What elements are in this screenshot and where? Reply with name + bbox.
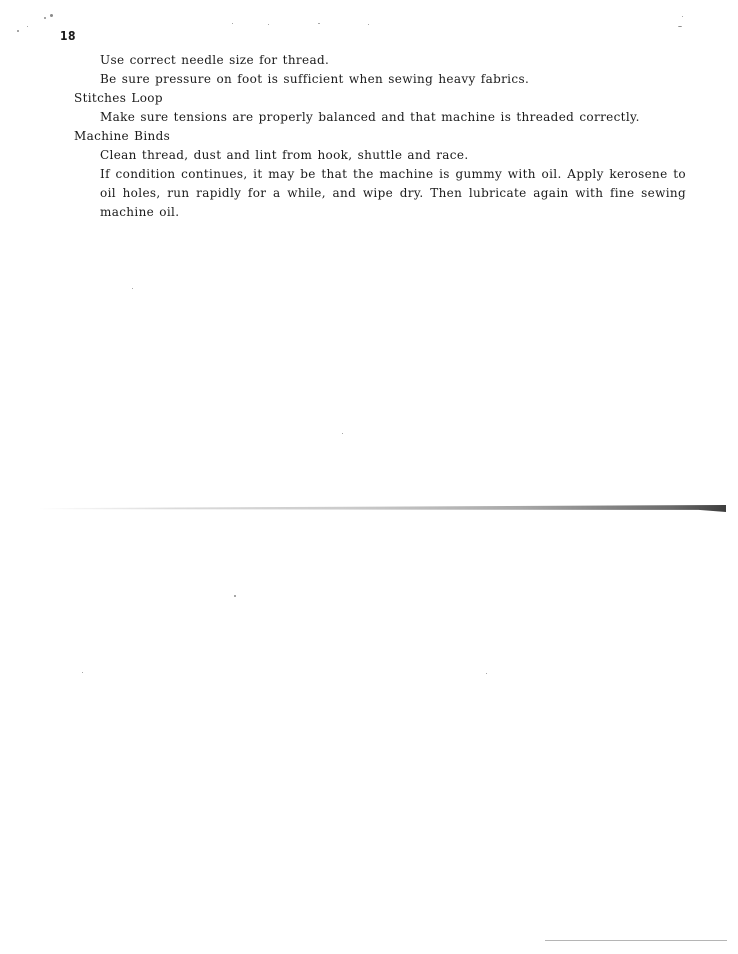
instruction-needle-size: Use correct needle size for thread. bbox=[100, 53, 330, 67]
scan-speck bbox=[17, 30, 19, 32]
troubleshooting-text bbox=[74, 51, 686, 222]
scan-speck bbox=[486, 673, 487, 674]
scan-speck bbox=[44, 17, 46, 19]
instruction-foot-pressure: Be sure pressure on foot is sufficient when sewing heavy fabrics. bbox=[100, 72, 530, 86]
scan-speck bbox=[27, 26, 28, 27]
scan-speck bbox=[50, 14, 53, 17]
scan-speck bbox=[82, 672, 83, 673]
instruction-tensions: Make sure tensions are properly balanced and that machine is threaded correctly. bbox=[100, 110, 640, 124]
scan-speck bbox=[682, 16, 683, 17]
scan-speck bbox=[132, 288, 133, 289]
scan-speck bbox=[678, 26, 682, 27]
heading-stitches-loop: Stitches Loop bbox=[74, 91, 163, 105]
scan-speck bbox=[232, 23, 233, 24]
instruction-clean-thread: Clean thread, dust and lint from hook, shuttle and race. bbox=[100, 148, 469, 162]
scan-bottom-line bbox=[545, 940, 727, 941]
scan-speck bbox=[234, 595, 236, 597]
scan-speck bbox=[318, 23, 320, 24]
scan-speck bbox=[268, 24, 269, 25]
scan-speck bbox=[342, 433, 343, 434]
page-number: 18 bbox=[60, 29, 76, 43]
scan-speck bbox=[368, 24, 369, 25]
instruction-kerosene: If condition continues, it may be that the machine is gummy with oil. Apply kerosene to oil holes, run rapidly for a while, and wipe dry. Then lubricate again with fine sewing machine oil. bbox=[100, 167, 686, 219]
scan-shadow-line bbox=[38, 505, 726, 512]
heading-machine-binds: Machine Binds bbox=[74, 129, 171, 143]
